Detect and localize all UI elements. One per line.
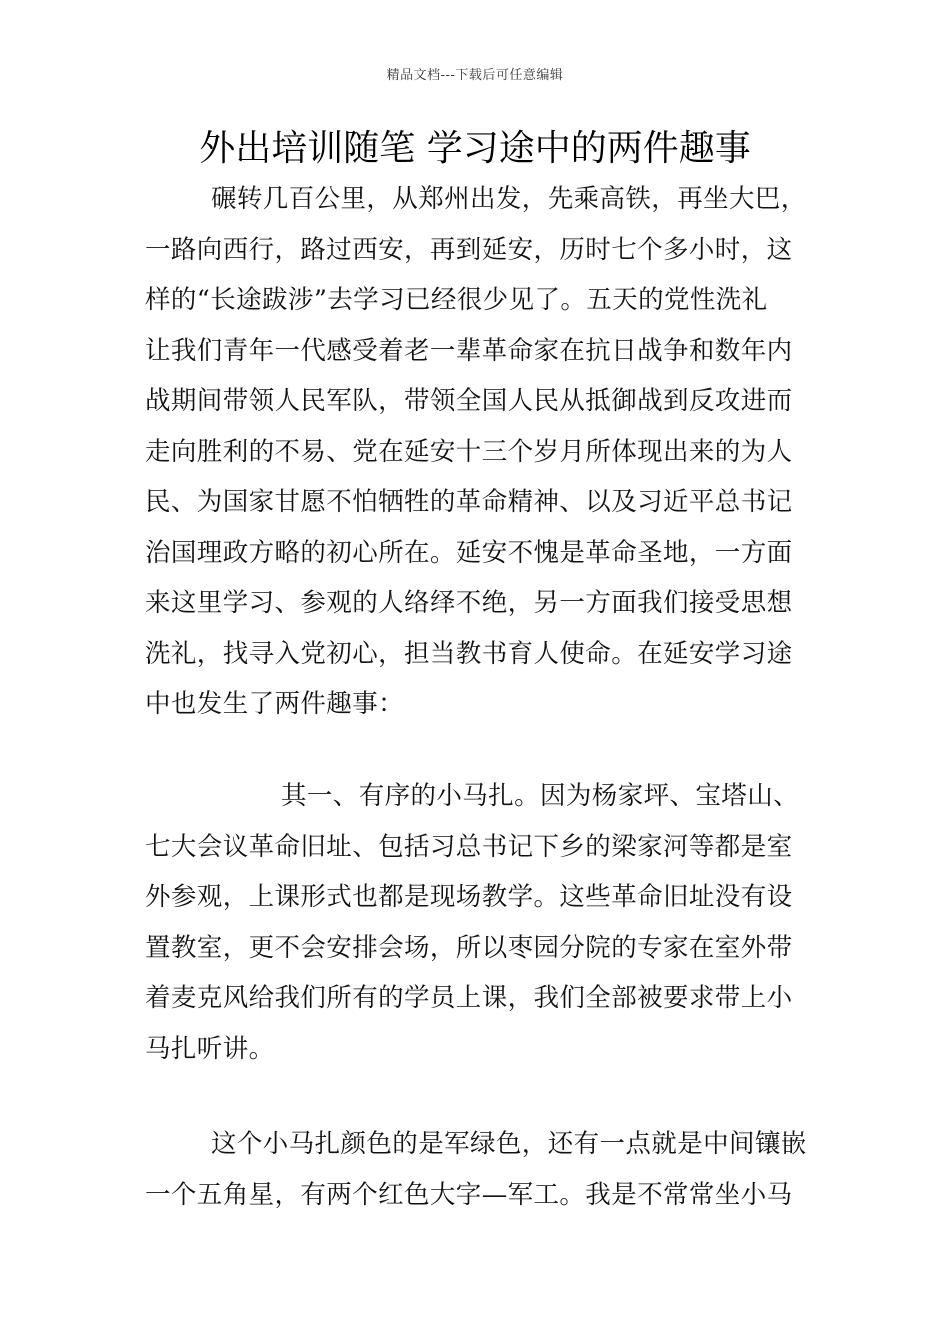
- paragraph-line: 洗礼，找寻入党初心，担当教书育人使命。在延安学习途: [145, 638, 793, 669]
- paragraph-line: 外参观，上课形式也都是现场教学。这些革命旧址没有设: [145, 882, 793, 912]
- paragraph-1: [145, 174, 810, 730]
- paragraph-line: 让我们青年一代感受着老一辈革命家在抗日战争和数年内: [145, 335, 793, 366]
- paragraph-line: 着麦克风给我们所有的学员上课，我们全部被要求带上小: [145, 983, 793, 1013]
- paragraph-line: 马扎听讲。: [145, 1033, 275, 1064]
- paragraph-line: 一路向西行，路过西安，再到延安，历时七个多小时，这: [145, 234, 793, 265]
- paragraph-3: [145, 1119, 810, 1220]
- paragraph-line: 碾转几百公里，从郑州出发，先乘高铁，再坐大巴，: [211, 184, 807, 214]
- document-title: 外出培训随笔 学习途中的两件趣事: [199, 128, 751, 169]
- paragraph-line: 其一、有序的小马扎。因为杨家坪、宝塔山、: [281, 781, 800, 811]
- paragraph-line: 置教室，更不会安排会场，所以枣园分院的专家在室外带: [145, 932, 793, 963]
- paragraph-line: 这个小马扎颜色的是军绿色，还有一点就是中间镶嵌: [211, 1129, 807, 1159]
- header-note: 精品文档---下载后可任意编辑: [386, 68, 564, 83]
- paragraph-line: 战期间带领人民军队，带领全国人民从抵御战到反攻进而: [145, 386, 793, 416]
- paragraph-line: 一个五角星，有两个红色大字—军工。我是不常常坐小马: [145, 1179, 793, 1210]
- paragraph-line: 民、为国家甘愿不怕牺牲的革命精神、以及习近平总书记: [145, 487, 793, 517]
- paragraph-line: 七大会议革命旧址、包括习总书记下乡的梁家河等都是室: [145, 831, 793, 862]
- paragraph-2: [145, 771, 810, 1074]
- paragraph-line: 治国理政方略的初心所在。延安不愧是革命圣地，一方面: [145, 537, 793, 568]
- paragraph-line: 样的“长途跋涉”去学习已经很少见了。五天的党性洗礼: [145, 285, 768, 315]
- paragraph-line: 中也发生了两件趣事：: [145, 689, 405, 719]
- paragraph-line: 走向胜利的不易、党在延安十三个岁月所体现出来的为人: [145, 436, 793, 467]
- paragraph-line: 来这里学习、参观的人络绎不绝，另一方面我们接受思想: [145, 588, 793, 618]
